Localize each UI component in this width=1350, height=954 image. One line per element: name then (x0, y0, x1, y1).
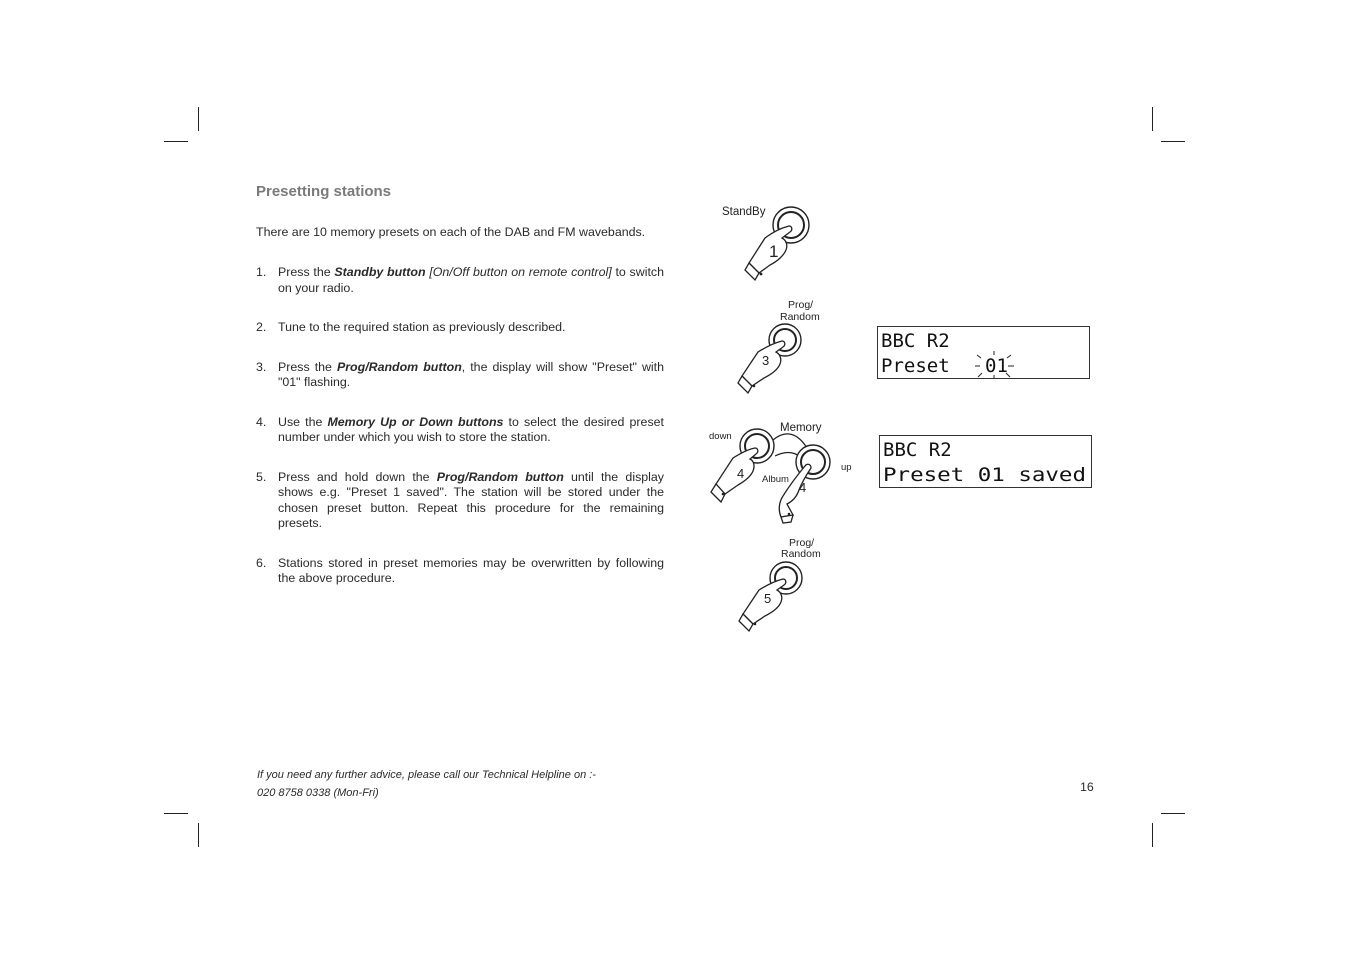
step-number: 1 (769, 242, 779, 261)
instruction-step (256, 265, 664, 296)
step-number: 5 (764, 591, 772, 606)
emphasis-text: Memory Up or Down buttons (327, 414, 504, 429)
section-heading: Presetting stations (256, 183, 392, 200)
crop-mark (164, 813, 188, 814)
standby-button-illustration (715, 198, 825, 288)
step-number: 6. (256, 555, 267, 570)
prog-label: Prog/ (788, 299, 814, 311)
footer-helpline-text: If you need any further advice, please call our Technical Helpline on :- (257, 769, 596, 781)
step-text: Press the (278, 359, 337, 374)
lcd-display-preset (877, 326, 1090, 379)
memory-label: Memory (780, 422, 822, 434)
footer-phone-number: 020 8758 0338 (Mon-Fri) (257, 787, 379, 799)
crop-mark (1161, 141, 1185, 142)
step-number: 4. (256, 414, 267, 429)
crop-mark (1152, 823, 1153, 847)
down-label: down (709, 431, 732, 442)
crop-mark (198, 107, 199, 131)
step-text: to switch on your radio. (278, 265, 664, 295)
instruction-step (256, 415, 664, 446)
lcd-line-1: BBC R2 (883, 439, 952, 461)
step-number: 4 (737, 466, 745, 481)
random-label: Random (781, 548, 821, 560)
step-text: Press the (278, 265, 335, 279)
standby-label: StandBy (722, 206, 766, 218)
emphasis-text: Standby button (334, 265, 426, 279)
step-text: Stations stored in preset memories may be overwritten by following the above procedure. (278, 555, 664, 585)
crop-mark (1152, 107, 1153, 131)
lcd-line-2: Preset (881, 355, 950, 377)
instruction-step (256, 320, 664, 336)
page-number: 16 (1080, 780, 1094, 794)
crop-mark (198, 823, 199, 847)
prog-random-button-illustration (732, 534, 842, 634)
prog-random-button-illustration (730, 296, 840, 396)
crop-mark (164, 141, 188, 142)
step-number: 5. (256, 469, 267, 484)
step-text: Tune to the required station as previously described. (278, 320, 566, 334)
intro-paragraph: There are 10 memory presets on each of the DAB and FM wavebands. (256, 225, 646, 239)
emphasis-text: Prog/Random button (336, 359, 462, 374)
step-text: Press and hold down the (278, 469, 437, 484)
instruction-step (256, 556, 664, 587)
lcd-display-saved (879, 435, 1092, 488)
pointing-hand-icon (711, 448, 758, 502)
step-number: 2. (256, 320, 267, 334)
album-label: Album (762, 474, 789, 485)
memory-buttons-illustration (705, 416, 865, 524)
step-text: Use the (278, 414, 328, 429)
instruction-step (256, 470, 664, 532)
step-text: until the display shows e.g. "Preset 1 saved". The station will be stored under the chosen preset button. Repeat this procedure for the remaining presets. (278, 469, 664, 530)
step-number: 3 (762, 353, 770, 368)
instruction-step (256, 360, 664, 391)
step-number: 3. (256, 359, 267, 374)
step-text: , the display will show "Preset" with "01" flashing. (278, 359, 664, 389)
step-number: 1. (256, 265, 267, 279)
pointing-hand-icon (739, 579, 786, 631)
prog-label: Prog/ (789, 537, 815, 549)
instruction-steps (256, 265, 664, 587)
crop-mark (1161, 813, 1185, 814)
up-label: up (841, 462, 852, 473)
step-text: to select the desired preset number under which you wish to store the station. (278, 414, 664, 444)
step-number: 4 (799, 480, 807, 495)
emphasis-text: [On/Off button on remote control] (425, 265, 612, 279)
emphasis-text: Prog/Random button (436, 469, 564, 484)
random-label: Random (780, 311, 820, 323)
lcd-line-1: BBC R2 (881, 330, 950, 352)
lcd-preset-number: 01 (985, 355, 1008, 377)
lcd-line-2: Preset 01 saved (883, 464, 1086, 486)
